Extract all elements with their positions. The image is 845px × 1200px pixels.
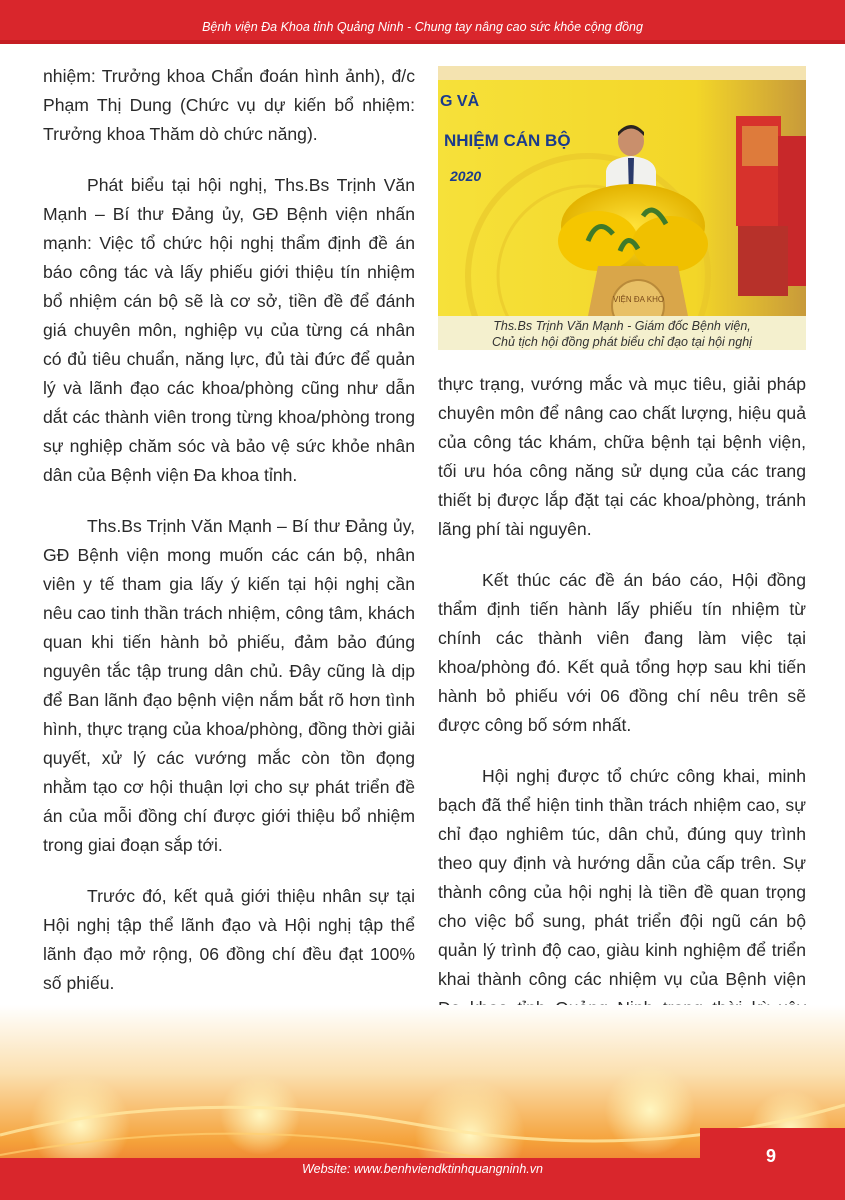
paragraph: Hội nghị được tổ chức công khai, minh bạch đã thể hiện tinh thần trách nhiệm cao, sự chỉ đạo nghiêm túc, dân chủ, đúng quy trình theo quy định và hướng dẫn của cấp trên. Sự thành công của hội nghị là tiền đề quan trọng cho việc bổ sung, phát triển đội ngũ cán bộ quản lý trình độ cao, giàu kinh nghiệm để triển khai thành công các nhiệm vụ của Bệnh viện	[438, 766, 806, 989]
banner-year: 2020	[450, 168, 482, 184]
paragraph: thực trạng, vướng mắc và mục tiêu, giải pháp chuyên môn để nâng cao chất lượng, hiệu quả của công tác khám, chữa bệnh tại bệnh viện, tối ưu hóa công năng sử dụng của các trang thiết bị được lắp đặt tại các khoa/phòng, tránh lãng phí tài nguyên.	[438, 374, 806, 539]
banner-text-1: G VÀ	[440, 93, 480, 110]
paragraph: Trước đó, kết quả giới thiệu nhân sự tại Hội nghị tập thể lãnh đạo và Hội nghị tập thể lãnh đạo mở rộng, 06 đồng chí đều đạt 100% số phiếu.	[43, 886, 415, 993]
article-right-column	[438, 370, 806, 1074]
footer-website: Website: www.benhviendktinhquangninh.vn	[302, 1162, 543, 1176]
paragraph: Phát biểu tại hội nghị, Ths.Bs Trịnh Văn Mạnh – Bí thư Đảng ủy, GĐ Bệnh viện nhấn mạnh: Việc tổ chức hội nghị thẩm định đề án báo công tác và lấy phiếu giới thiệu tín nhiệm bổ nhiệm cán bộ sẽ là cơ sở, tiền đề để đánh giá chuyên môn, nghiệp vụ của từng cá nhân có đủ tiêu chuẩn, năng lực, đủ tài đức để quản lý và lãnh đạo các khoa/phòng cũng như dẫn dắt các thành viên trong từng khoa/phòng trong sự nghiệp chăm sóc và bảo vệ sức khỏe nhân dân của Bệnh viện Đa khoa tỉnh.	[43, 175, 415, 485]
page-number: 9	[766, 1146, 777, 1166]
header-band	[0, 0, 845, 40]
podium-label: VIỆN ĐA KHO	[613, 295, 665, 304]
header-slogan: Bệnh viện Đa Khoa tỉnh Quảng Ninh - Chung tay nâng cao sức khỏe cộng đồng	[202, 20, 643, 34]
paragraph: nhiệm: Trưởng khoa Chẩn đoán hình ảnh), đ/c Phạm Thị Dung (Chức vụ dự kiến bổ nhiệm: Trưởng khoa Thăm dò chức năng).	[43, 66, 415, 144]
article-photo	[438, 66, 806, 350]
caption-line: Ths.Bs Trịnh Văn Mạnh - Giám đốc Bệnh viện,	[493, 319, 751, 333]
photo-speaker-at-podium	[438, 66, 806, 316]
article-left-column	[43, 62, 415, 1129]
paragraph: Kết thúc các đề án báo cáo, Hội đồng thẩm định tiến hành lấy phiếu tín nhiệm từ chính các thành viên đang làm việc tại khoa/phòng đó. Kết quả tổng hợp sau khi tiến hành bỏ phiếu với 06 đồng chí nêu trên sẽ được công bố sớm nhất.	[438, 570, 806, 735]
banner-text-2: NHIỆM CÁN BỘ	[444, 131, 571, 150]
photo-caption	[438, 318, 806, 350]
header-divider	[0, 40, 845, 44]
paragraph: Ths.Bs Trịnh Văn Mạnh – Bí thư Đảng ủy, GĐ Bệnh viện mong muốn các cán bộ, nhân viên y tế tham gia lấy ý kiến tại hội nghị cần nêu cao tinh thần trách nhiệm, công tâm, khách quan khi tiến hành bỏ phiếu, đảm bảo đúng nguyên tắc tập trung dân chủ. Đây cũng là dịp để Ban lãnh đạo bệnh viện nắm bắt rõ hơn tình hình, thực trạng của khoa/phòng, đồng thời giải quyết, xử lý các vướng mắc còn tồn đọng nhằm tạo cơ hội thuận lợi cho sự phát triển đề án của mỗi đồng chí được giới thiệu bổ nhiệm trong giai đoạn sắp tới.	[43, 516, 415, 855]
caption-line: Chủ tịch hội đồng phát biểu chỉ đạo tại hội nghị	[492, 335, 752, 349]
